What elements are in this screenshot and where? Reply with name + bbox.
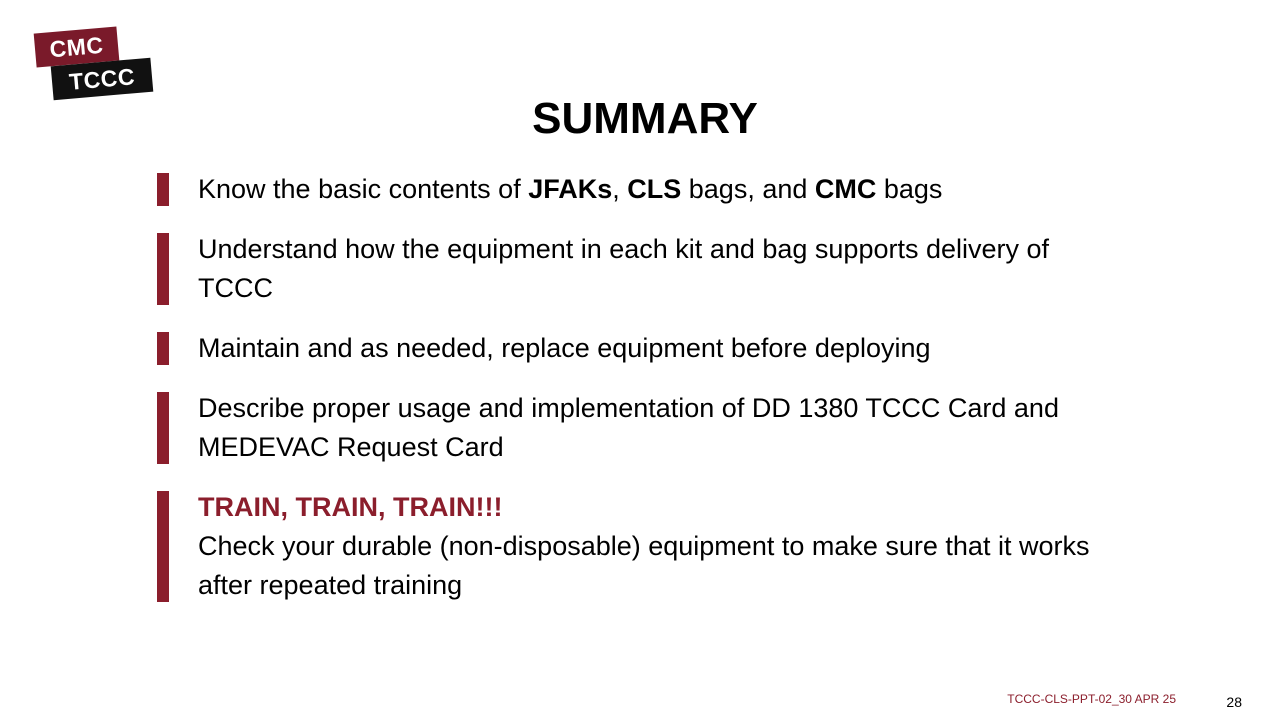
text-segment: bags: [876, 174, 943, 204]
logo-cmc-block: CMC: [34, 26, 120, 67]
list-item: [157, 230, 1117, 308]
text-segment: Know the basic contents of: [198, 174, 529, 204]
cmc-term: CMC: [814, 174, 877, 204]
bullet-bar: [157, 491, 169, 602]
list-item: [157, 170, 1117, 209]
cmc-tccc-logo: [30, 26, 160, 100]
document-code: TCCC-CLS-PPT-02_30 APR 25: [1007, 692, 1176, 706]
list-item: [157, 389, 1117, 467]
train-heading: TRAIN, TRAIN, TRAIN!!!: [198, 492, 503, 522]
bullet-text: Check your durable (non-disposable) equipment to make sure that it works after repeated training: [198, 531, 1090, 600]
logo-tccc-block: TCCC: [51, 58, 154, 101]
cls-term: CLS: [627, 174, 682, 204]
page-title: SUMMARY: [532, 94, 758, 143]
bullet-bar: [157, 392, 169, 464]
text-segment: ,: [612, 174, 628, 204]
bullet-text: Describe proper usage and implementation of DD 1380 TCCC Card and MEDEVAC Request Card: [198, 393, 1059, 462]
bullet-bar: [157, 233, 169, 305]
summary-list: [157, 170, 1117, 605]
page-number: 28: [1226, 694, 1242, 710]
bullet-bar: [157, 173, 169, 206]
jfaks-term: JFAKs: [528, 174, 613, 204]
text-segment: bags, and: [681, 174, 815, 204]
list-item: [157, 488, 1117, 605]
bullet-text: Maintain and as needed, replace equipment before deploying: [198, 333, 931, 363]
bullet-bar: [157, 332, 169, 365]
list-item: [157, 329, 1117, 368]
bullet-text: Understand how the equipment in each kit and bag supports delivery of TCCC: [198, 234, 1050, 303]
